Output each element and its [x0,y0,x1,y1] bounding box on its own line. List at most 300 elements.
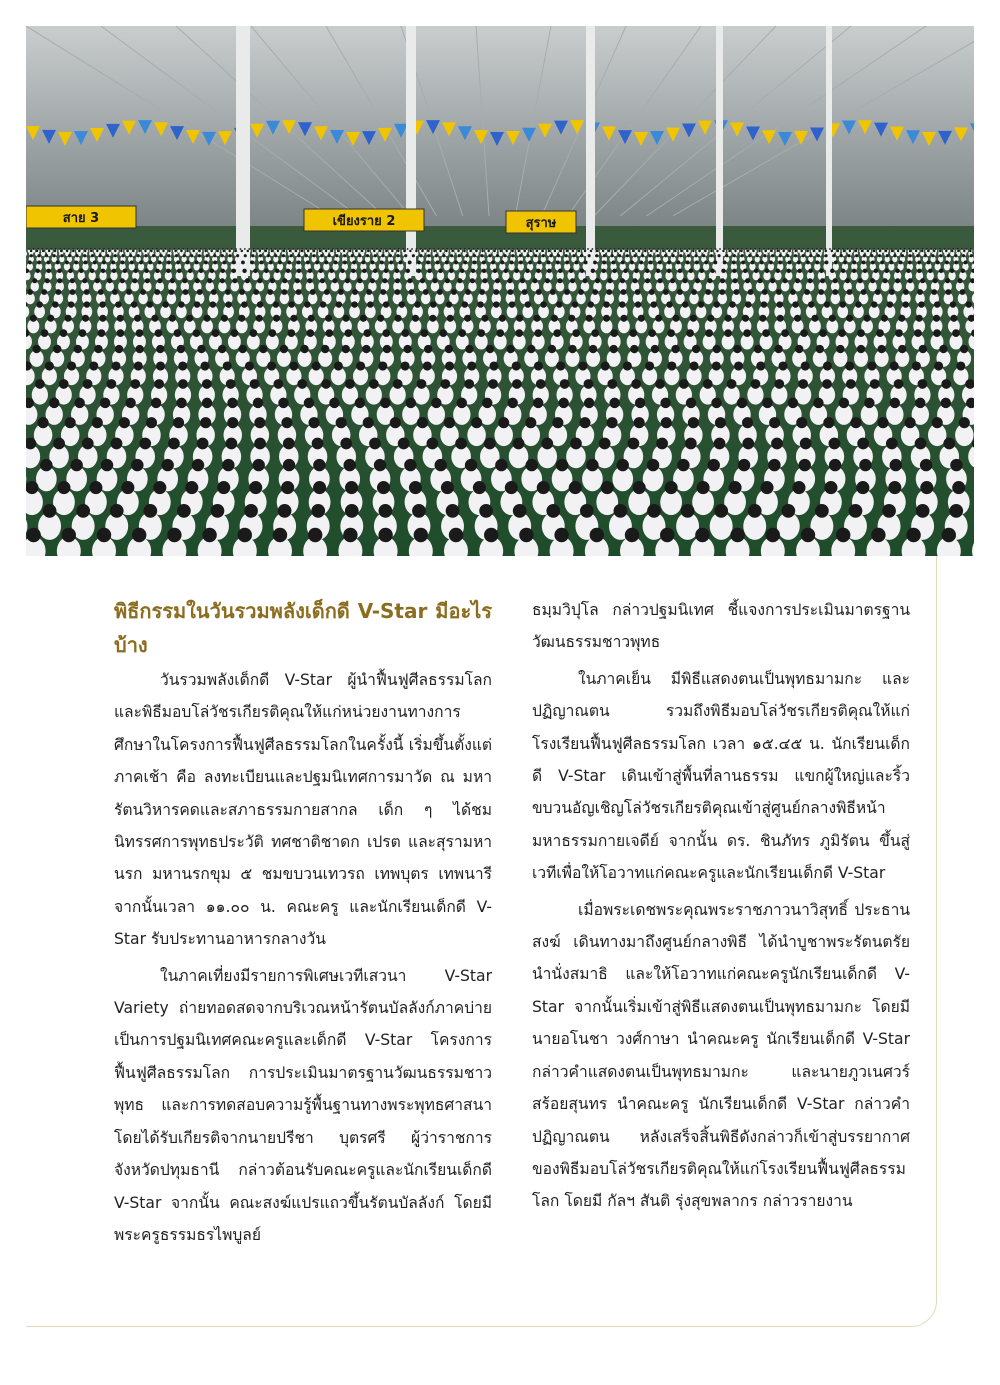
student-head [584,379,594,389]
student-head [185,261,189,265]
student-head [653,248,655,250]
student-head [395,315,402,322]
student-head [954,261,958,265]
student-head [278,261,282,265]
student-head [496,329,504,337]
student-head [366,289,372,295]
student-head [220,278,225,283]
student-head [499,250,501,252]
student-head [903,250,905,252]
student-head [858,278,863,283]
student-head [144,269,148,273]
student-head [477,301,483,307]
student-head [758,250,760,252]
student-head [248,248,250,250]
student-head [253,289,259,295]
student-head [369,438,381,450]
student-head [927,261,931,265]
student-head [686,398,696,408]
student-head [251,254,254,257]
student-head [599,438,611,450]
student-head [328,254,331,257]
student-head [740,250,742,252]
student-head [235,248,237,250]
student-head [343,528,357,542]
student-head [761,301,767,307]
student-head [380,261,384,265]
student-head [888,481,901,494]
student-head [211,289,217,295]
student-head [320,254,323,257]
student-head [42,250,44,252]
student-head [657,278,662,283]
student-head [727,379,737,389]
student-head [174,248,176,250]
student-head [205,254,208,257]
student-head [493,289,499,295]
student-head [115,301,121,307]
student-head [167,254,170,257]
student-head [733,345,741,353]
paragraph: เมื่อพระเดชพระคุณพระราชภาวนาวิสุทธิ์ ประธานสงฆ์ เดินทางมาถึงศูนย์กลางพิธี ได้นำบูชาพระรัตนตรัย นำนั่งสมาธิ และให้โอวาทแก่คณะครูนักเรียนเด็กดี V-Star จากนั้นเริ่มเข้าสู่พิธีแสดงตนเป็นพุทธมามกะ โดยมีนายอโนชา วงศ์กาษา นำคณะครู นักเรียนเด็กดี V-Star กล่าวคำแสดงตนเป็นพุทธมามกะ และนายภูวเนศวร์ สร้อยสุนทร นำคณะครู นักเรียนเด็กดี V-Star กล่าวคำปฏิญาณตน หลังเสร็จสิ้นพิธีดังกล่าวก็เข้าสู่บรรยากาศของพิธีมอบโล่วัชรเกียรติคุณให้แก่โรงเรียนฟื้นฟูศีลธรรมโลก โดยมี กัลฯ สันติ รุ่งสุขพลากร กล่าวรายงาน [532,900,910,1211]
student-head [508,398,518,408]
student-head [768,248,770,250]
student-head [807,250,809,252]
student-head [221,315,228,322]
student-head [28,248,30,250]
student-head [74,345,82,353]
student-head [199,269,203,273]
student-head [209,248,211,250]
student-head [931,254,934,257]
student-head [96,250,98,252]
student-head [297,254,300,257]
hall-pillar [826,26,832,276]
student-head [232,261,236,265]
student-head [834,248,836,250]
student-head [145,278,150,283]
student-head [505,250,507,252]
student-head [447,315,454,322]
student-head [254,417,265,428]
student-head [607,278,612,283]
student-head [602,269,606,273]
student-head [244,248,246,250]
student-head [729,301,735,307]
student-head [442,254,445,257]
student-head [451,248,453,250]
paragraph: ในภาคเย็น มีพิธีแสดงตนเป็นพุทธมามกะ และปฏิญาณตน รวมถึงพิธีมอบโล่วัชรเกียรติคุณให้แก่โรงเรียนฟื้นฟูศีลธรรมโลก เวลา ๑๕.๔๕ น. นักเรียนเด็กดี V-Star เดินเข้าสู่พื้นที่ลานธรรม แขกผู้ใหญ่และริ้วขบวนอัญเชิญโล่วัชรเกียรติคุณเข้าสู่ศูนย์กลางพิธีหน้ามหาธรรมกายเจดีย์ จากนั้น ดร. ชินภัทร ภูมิรัตน ขึ้นสู่เวทีเพื่อให้โอวาทแก่คณะครูและนักเรียนเด็กดี V-Star [532,669,910,883]
student-head [363,248,365,250]
student-head [125,398,135,408]
student-head [778,361,787,370]
student-head [273,528,287,542]
student-head [870,278,875,283]
student-head [132,250,134,252]
student-head [101,269,105,273]
student-head [242,269,246,273]
student-head [481,250,483,252]
student-head [970,248,972,250]
student-head [94,248,96,250]
student-head [28,261,32,265]
student-head [156,361,165,370]
student-head [239,345,247,353]
paragraph: ในภาคเที่ยงมีรายการพิเศษเวทีเสวนา V-Star Variety ถ่ายทอดสดจากบริเวณหน้ารัตนบัลลังก์ภาคบ่าย เป็นการปฐมนิเทศคณะครูและเด็กดี V-Star โครงการฟื้นฟูศีลธรรมโลก การประเมินมาตรฐานวัฒนธรรมชาวพุทธ และการทดสอบความรู้พื้นฐานทางพระพุทธศาสนา โดยได้รับเกียรติจากนายปรีชา บุตรศรี ผู้ว่าราชการจังหวัดปทุมธานี กล่าวต้อนรับคณะครูและนักเรียนเด็กดี V-Star จากนั้น คณะสงฆ์แปรแถวขึ้นรัตนบัลลังก์ โดยมีพระครูธรรมธรไพบูลย์ [114,966,492,1244]
student-head [152,254,155,257]
student-head [763,248,765,250]
student-head [676,261,680,265]
student-head [121,254,124,257]
student-head [852,261,856,265]
student-head [395,278,400,283]
student-head [832,289,838,295]
student-head [49,398,59,408]
student-head [384,269,388,273]
student-head [446,504,460,518]
student-head [30,315,37,322]
student-head [957,250,959,252]
student-head [719,248,721,250]
student-head [283,438,295,450]
student-head [939,248,941,250]
student-head [920,278,925,283]
student-head [442,248,444,250]
student-head [586,459,598,471]
student-head [788,398,798,408]
student-head [824,481,837,494]
student-head [429,248,431,250]
student-head [825,250,827,252]
student-head [308,315,315,322]
student-head [165,248,167,250]
student-head [964,261,968,265]
student-head [792,301,798,307]
student-head [238,528,252,542]
student-head [154,379,164,389]
student-head [374,254,377,257]
student-head [438,248,440,250]
student-head [411,248,413,250]
student-head [391,250,393,252]
student-head [97,528,111,542]
student-head [325,329,333,337]
student-head [592,248,594,250]
student-head [808,301,814,307]
student-head [95,278,100,283]
student-head [488,379,498,389]
student-head [202,379,212,389]
student-head [187,248,189,250]
student-head [697,481,710,494]
student-head [680,248,682,250]
student-head [369,379,379,389]
student-head [379,250,381,252]
student-head [895,248,897,250]
student-head [344,329,352,337]
student-head [847,248,849,250]
student-head [798,379,808,389]
student-head [895,269,899,273]
student-head [457,398,467,408]
student-head [672,315,679,322]
student-head [635,289,641,295]
student-head [762,329,770,337]
student-head [651,345,659,353]
student-head [174,329,182,337]
student-head [138,250,140,252]
student-head [278,504,292,518]
student-head [794,254,797,257]
student-head [143,504,157,518]
student-head [489,361,498,370]
student-head [484,438,496,450]
student-head [349,250,351,252]
student-head [271,250,273,252]
student-head [399,301,405,307]
student-head [658,248,660,250]
student-head [760,261,764,265]
student-head [560,379,570,389]
student-head [458,254,461,257]
student-head [482,278,487,283]
student-head [580,254,583,257]
student-head [705,329,713,337]
student-head [158,261,162,265]
student-head [27,289,33,295]
student-head [917,269,921,273]
student-head [53,438,65,450]
student-head [857,345,865,353]
student-head [851,248,853,250]
student-head [586,315,593,322]
student-head [417,379,427,389]
student-head [137,254,140,257]
student-head [225,438,237,450]
student-head [269,261,273,265]
student-head [468,248,470,250]
student-head [904,248,906,250]
student-head [213,254,216,257]
student-head [554,528,568,542]
hall-pillar [406,26,416,276]
student-head [89,481,102,494]
student-head [74,398,84,408]
student-head [704,261,708,265]
student-head [556,301,562,307]
student-head [407,278,412,283]
student-head [954,254,957,257]
student-head [464,248,466,250]
student-head [602,250,604,252]
student-head [970,254,973,257]
student-head [462,301,468,307]
student-head [560,250,562,252]
student-head [556,248,558,250]
student-head [909,254,912,257]
student-head [877,417,888,428]
student-head [329,269,333,273]
student-head [916,315,923,322]
student-head [687,254,690,257]
student-head [90,269,94,273]
student-head [64,248,66,250]
student-head [232,278,237,283]
student-head [934,301,940,307]
student-head [308,528,322,542]
student-head [918,379,928,389]
student-head [275,269,279,273]
student-head [155,329,163,337]
student-head [631,248,633,250]
student-head [550,289,556,295]
student-head [781,248,783,250]
student-head [420,329,428,337]
student-head [770,278,775,283]
student-head [108,248,110,250]
student-head [570,248,572,250]
student-head [363,417,374,428]
student-head [138,248,140,250]
student-head [728,250,730,252]
student-head [151,398,161,408]
student-head [768,459,780,471]
student-head [307,250,309,252]
student-head [204,315,211,322]
student-head [383,345,391,353]
student-head [350,248,352,250]
student-head [556,361,565,370]
student-head [565,248,567,250]
student-head [504,248,506,250]
student-head [867,250,869,252]
student-head [808,278,813,283]
student-head [692,345,700,353]
student-head [546,504,560,518]
student-head [695,278,700,283]
student-head [287,329,295,337]
student-head [250,379,260,389]
student-head [82,278,87,283]
student-head [297,261,301,265]
student-head [800,438,812,450]
student-head [722,250,724,252]
student-head [390,417,401,428]
student-head [357,278,362,283]
student-head [99,301,105,307]
student-head [760,481,773,494]
student-head [506,345,514,353]
student-head [554,250,556,252]
student-head [306,329,314,337]
student-head [229,250,231,252]
student-head [922,248,924,250]
student-head [681,504,695,518]
student-head [680,250,682,252]
student-head [59,248,61,250]
student-head [282,289,288,295]
student-head [345,504,359,518]
student-head [809,254,812,257]
student-head [295,278,300,283]
student-head [378,361,387,370]
student-head [799,459,811,471]
student-head [279,248,281,250]
student-head [790,248,792,250]
student-head [797,261,801,265]
student-head [482,398,492,408]
student-head [481,254,484,257]
student-head [556,261,560,265]
student-head [710,269,714,273]
student-head [72,248,74,250]
student-head [898,345,906,353]
student-head [381,254,384,257]
student-head [740,254,743,257]
student-head [572,329,580,337]
student-head [623,269,627,273]
student-head [479,289,485,295]
student-head [547,261,551,265]
student-head [321,345,329,353]
student-head [677,289,683,295]
student-head [834,261,838,265]
student-head [146,417,157,428]
student-head [338,289,344,295]
student-head [917,248,919,250]
student-head [26,528,40,542]
student-head [606,289,612,295]
student-head [306,261,310,265]
student-head [401,329,409,337]
student-head [68,254,71,257]
student-head [849,504,863,518]
student-head [783,278,788,283]
student-head [253,269,257,273]
student-head [121,248,123,250]
student-head [900,248,902,250]
student-head [342,345,350,353]
student-head [948,248,950,250]
student-head [362,269,366,273]
student-head [632,278,637,283]
student-head [666,301,672,307]
student-head [445,261,449,265]
student-head [857,329,865,337]
student-head [878,248,880,250]
student-head [445,361,454,370]
student-head [829,438,841,450]
student-head [660,398,670,408]
student-head [196,248,198,250]
student-head [569,269,573,273]
student-head [845,361,854,370]
student-head [212,329,220,337]
student-head [869,248,871,250]
student-head [74,261,78,265]
student-head [398,248,400,250]
student-head [265,250,267,252]
student-head [362,345,370,353]
student-head [79,269,83,273]
student-head [93,261,97,265]
student-head [307,278,312,283]
student-head [467,361,476,370]
student-head [634,269,638,273]
student-head [945,261,949,265]
student-head [427,269,431,273]
student-head [640,248,642,250]
